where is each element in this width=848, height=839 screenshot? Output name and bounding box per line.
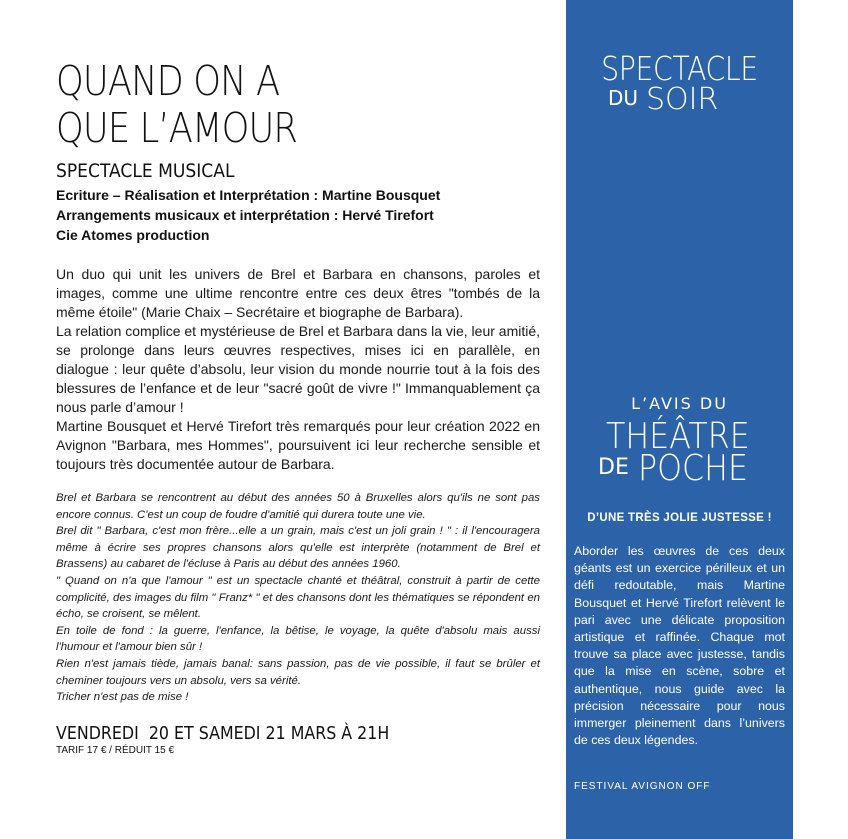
main-column <box>56 58 540 757</box>
italic-paragraph: " Quand on n'a que l'amour " est un spectacle chanté et théâtral, construit à partir de cette complicité, des images du film " Franz* " et des chansons dont les thématiques se répondent en écho, se croisent, se mêlent. <box>56 574 540 621</box>
title-line: QUE L’AMOUR <box>56 104 298 152</box>
logo-du: DU <box>608 86 639 110</box>
italic-paragraph: Rien n'est jamais tiède, jamais banal: sans passion, pas de vie possible, il faut se brûler et cheminer toujours vers un absolu, vers sa vérité. <box>56 657 540 687</box>
italic-paragraph: En toile de fond : la guerre, l'enfance, la bêtise, le voyage, la quête d'absolu mais aussi l'humour et l'amour bien sûr ! <box>56 624 540 654</box>
spectacle-du-soir-logo <box>566 49 793 117</box>
credit-line: Ecriture – Réalisation et Interprétation : Martine Bousquet <box>56 187 441 203</box>
description-paragraph: Martine Bousquet et Hervé Tirefort très remarqués pour leur création 2022 en Avignon "Barbara, mes Hommes", poursuivent ici leur recherche sensible et toujours très documentée autour de Barbara. <box>56 418 540 472</box>
description-paragraph: La relation complice et mystérieuse de Brel et Barbara dans la vie, leur amitié, se prolonge dans leurs œuvres respectives, mises ici en parallèle, en dialogue : leur quête d’absolu, leur vision du monde nourrie tout à la fois des blessures de l’enfance et de leur "sacré goût de vivre !" Immanquablement ça nous parle d’amour ! <box>56 323 541 415</box>
theatre-logo-de: DE <box>598 455 629 480</box>
italic-paragraph: Brel et Barbara se rencontrent au début des années 50 à Bruxelles alors qu'ils ne sont pas encore connus. C'est un coup de foudre d'amitié qui durera toute une vie. <box>56 492 540 521</box>
theatre-logo-text: THÉÂTRE <box>606 416 750 457</box>
credits <box>56 185 540 245</box>
review-sidebar <box>566 0 793 839</box>
italic-paragraph: Brel dit " Barbara, c'est mon frère...elle a un grain, mais c'est un joli grain ! " : il l'encouragera même à écrire ses propres chansons alors qu'elle est interprète (notamment de Brel et Brassens) au cabaret de l'écluse à Paris au début des années 1960. <box>56 525 540 571</box>
description-paragraph: Un duo qui unit les univers de Brel et Barbara en chansons, paroles et images, comme une ultime rencontre entre ces deux êtres "tombés de la même étoile" (Marie Chaix – Secrétaire et biographe de Barbara). <box>56 266 540 320</box>
show-date: VENDREDI 20 ET SAMEDI 21 MARS À 21H <box>56 722 390 744</box>
italic-description <box>56 490 540 706</box>
avis-label: L’AVIS DU <box>631 394 728 413</box>
subtitle: SPECTACLE MUSICAL <box>56 160 235 182</box>
review-text: Aborder les œuvres de ces deux géants est un exercice périlleux et un défi redoutable, mais Martine Bousquet et Hervé Tirefort relèvent le pari avec une délicate proposition artistique et raffinée. Chaque mot trouve sa place avec justesse, tandis que la mise en scène, sobre et authentique, nous guide avec la précision nécessaire pour nous immerger pleinement dans l’univers de ces deux légendes. <box>574 544 785 748</box>
credit-line: Arrangements musicaux et interprétation : Hervé Tirefort <box>56 207 434 223</box>
show-title <box>56 58 472 152</box>
review-heading: D’UNE TRÈS JOLIE JUSTESSE ! <box>587 512 772 524</box>
description <box>56 265 540 474</box>
tarif: TARIF 17 € / RÉDUIT 15 € <box>56 744 175 756</box>
review-source: FESTIVAL AVIGNON OFF <box>574 781 711 792</box>
italic-paragraph: Tricher n'est pas de mise ! <box>56 691 189 704</box>
logo-soir: SOIR <box>646 82 719 117</box>
theatre-logo-poche: POCHE <box>638 448 748 489</box>
title-line: QUAND ON A <box>56 57 280 105</box>
credit-line: Cie Atomes production <box>56 227 210 243</box>
logo-spectacle: SPECTACLE <box>601 49 758 88</box>
